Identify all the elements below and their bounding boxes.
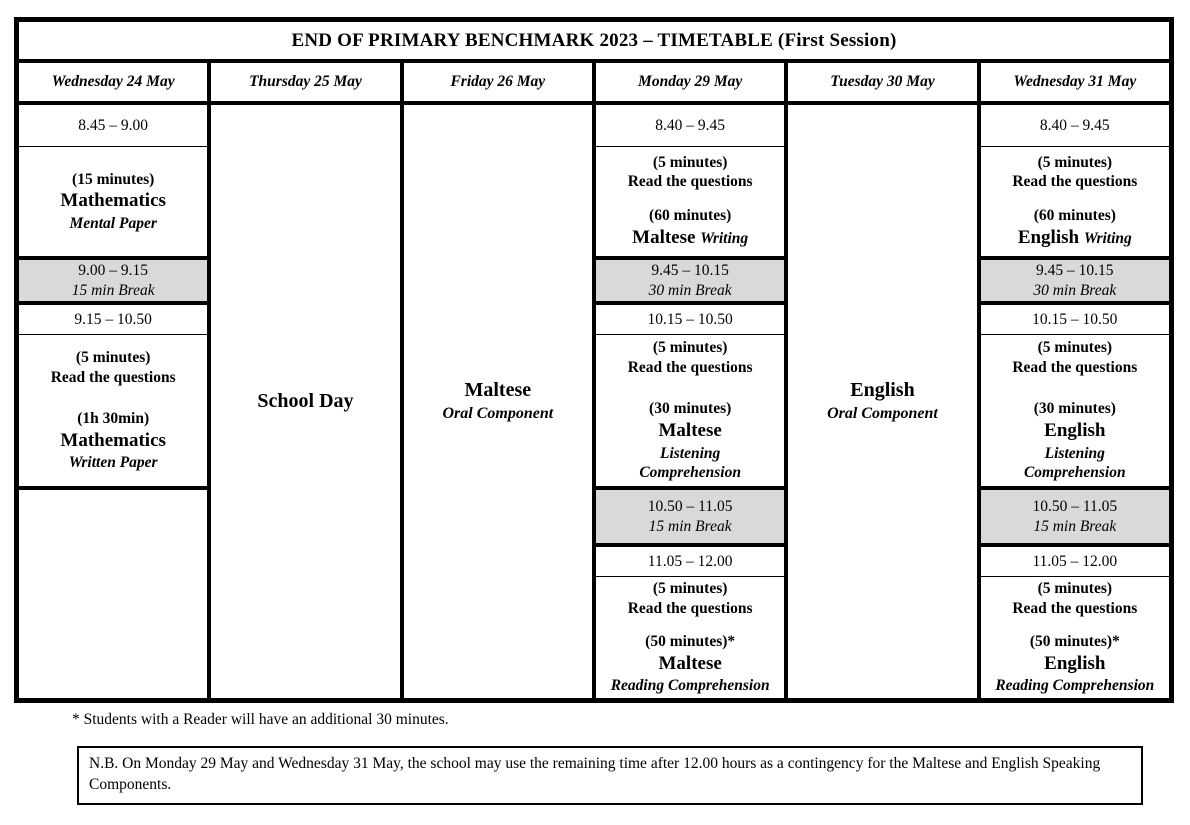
cell-text-line: 10.15 – 10.50 (647, 310, 733, 328)
cell-text-line: 9.00 – 9.15 (78, 261, 149, 279)
break-cell (981, 490, 1169, 547)
cell-text-line: 15 min Break (648, 517, 732, 535)
cell-text-line: Maltese (658, 653, 722, 675)
full-cell (211, 105, 399, 698)
break-cell (596, 260, 784, 305)
cell-text-line: Read the questions (1012, 599, 1138, 617)
cell-text-line: 11.05 – 12.00 (647, 552, 733, 570)
cell-text-line: 10.50 – 11.05 (647, 497, 733, 515)
cell-text-line: (30 minutes) (1033, 400, 1116, 418)
cell-text-line: (50 minutes)* (645, 633, 736, 651)
cell-text-line: Maltese (464, 379, 532, 402)
cell-text-line: Read the questions (627, 599, 753, 617)
cell-text-line: Oral Component (442, 405, 554, 423)
break-cell (596, 490, 784, 547)
time-cell (19, 305, 207, 335)
cell-text-line: 15 min Break (1033, 517, 1117, 535)
cell-text-line (632, 226, 748, 250)
subject-cell (981, 577, 1169, 698)
cell-text-segment: Maltese (632, 227, 701, 249)
break-cell (981, 260, 1169, 305)
page-title: END OF PRIMARY BENCHMARK 2023 – TIMETABLE (First Session) (19, 22, 1169, 63)
cell-text-line: (50 minutes)* (1029, 633, 1120, 651)
cell-text-line: Reading Comprehension (610, 677, 770, 695)
cell-text-line: 10.15 – 10.50 (1032, 310, 1118, 328)
cell-text-line: English (1044, 653, 1106, 675)
cell-text-line: (5 minutes) (1037, 153, 1113, 171)
cell-text-line: Written Paper (68, 454, 158, 472)
subject-cell (596, 335, 784, 490)
cell-text-line: 15 min Break (71, 281, 155, 299)
subject-cell (981, 147, 1169, 260)
cell-text-line: 8.45 – 9.00 (78, 116, 149, 134)
time-cell (596, 547, 784, 577)
cell-text-line: (60 minutes) (1033, 207, 1116, 225)
cell-text-line: Mental Paper (69, 214, 157, 232)
day-column-wednesday-24-may (19, 105, 211, 698)
day-column-monday-29-may (596, 105, 788, 698)
cell-text-line: 9.15 – 10.50 (74, 310, 152, 328)
cell-text-line: (5 minutes) (1037, 579, 1113, 597)
subject-cell (596, 147, 784, 260)
cell-text-line: Read the questions (50, 368, 176, 386)
cell-text-line: Maltese (658, 420, 722, 442)
cell-text-line: (30 minutes) (649, 400, 732, 418)
nb-contingency-note: N.B. On Monday 29 May and Wednesday 31 May, the school may use the remaining time after 12.00 hours as a contingency for the Maltese and English Speaking Components. (77, 746, 1143, 805)
cell-text-line (1018, 226, 1132, 250)
cell-text-line: Mathematics (60, 430, 166, 452)
full-cell (404, 105, 592, 698)
cell-text-line: (5 minutes) (652, 338, 728, 356)
day-header-thursday-25-may: Thursday 25 May (211, 63, 403, 101)
cell-text-line: English (850, 379, 915, 402)
cell-text-line: Mathematics (60, 190, 166, 212)
cell-text-line: 30 min Break (1033, 281, 1117, 299)
cell-text-segment: English (1017, 227, 1084, 249)
cell-text-line: 11.05 – 12.00 (1032, 552, 1118, 570)
time-cell (596, 305, 784, 335)
time-cell (19, 105, 207, 147)
cell-text-line: (60 minutes) (649, 207, 732, 225)
day-column-tuesday-30-may (788, 105, 980, 698)
reader-footnote: * Students with a Reader will have an additional 30 minutes. (72, 711, 449, 728)
cell-text-line: 9.45 – 10.15 (1036, 261, 1114, 279)
cell-text-line: (5 minutes) (75, 348, 151, 366)
subject-cell (19, 335, 207, 490)
day-header-row (19, 63, 1169, 105)
empty-cell (19, 490, 207, 698)
day-header-monday-29-may: Monday 29 May (596, 63, 788, 101)
cell-text-line: 10.50 – 11.05 (1032, 497, 1118, 515)
subject-cell (596, 577, 784, 698)
cell-text-line: 30 min Break (648, 281, 732, 299)
timetable-table (14, 17, 1174, 703)
cell-text-line: 8.40 – 9.45 (655, 116, 726, 134)
time-cell (981, 547, 1169, 577)
day-header-friday-26-may: Friday 26 May (404, 63, 596, 101)
cell-text-segment: Writing (700, 230, 749, 248)
time-cell (981, 105, 1169, 147)
time-cell (596, 105, 784, 147)
cell-text-line: Read the questions (1012, 358, 1138, 376)
cell-text-line: Read the questions (627, 358, 753, 376)
subject-cell (981, 335, 1169, 490)
cell-text-line: (5 minutes) (652, 579, 728, 597)
cell-text-line: (5 minutes) (652, 153, 728, 171)
cell-text-line: Reading Comprehension (995, 677, 1155, 695)
cell-text-line: Listening Comprehension (1023, 444, 1126, 482)
cell-text-line: Listening Comprehension (639, 444, 741, 482)
cell-text-line: (15 minutes) (72, 170, 155, 188)
day-header-tuesday-30-may: Tuesday 30 May (788, 63, 980, 101)
cell-text-segment: Writing (1083, 230, 1132, 248)
cell-text-line: (1h 30min) (77, 410, 150, 428)
break-cell (19, 260, 207, 305)
cell-text-line: (5 minutes) (1037, 338, 1113, 356)
subject-cell (19, 147, 207, 260)
full-cell (788, 105, 976, 698)
cell-text-line: 9.45 – 10.15 (651, 261, 729, 279)
cell-text-line: Oral Component (827, 405, 938, 423)
day-column-thursday-25-may (211, 105, 403, 698)
cell-text-line: Read the questions (1012, 173, 1138, 191)
day-column-wednesday-31-may (981, 105, 1169, 698)
time-cell (981, 305, 1169, 335)
cell-text-line: School Day (257, 389, 354, 412)
cell-text-line: English (1044, 420, 1106, 442)
cell-text-line: 8.40 – 9.45 (1039, 116, 1110, 134)
timetable-body (19, 105, 1169, 698)
day-column-friday-26-may (404, 105, 596, 698)
day-header-wednesday-24-may: Wednesday 24 May (19, 63, 211, 101)
cell-text-line: Read the questions (627, 173, 753, 191)
day-header-wednesday-31-may: Wednesday 31 May (1013, 73, 1137, 90)
